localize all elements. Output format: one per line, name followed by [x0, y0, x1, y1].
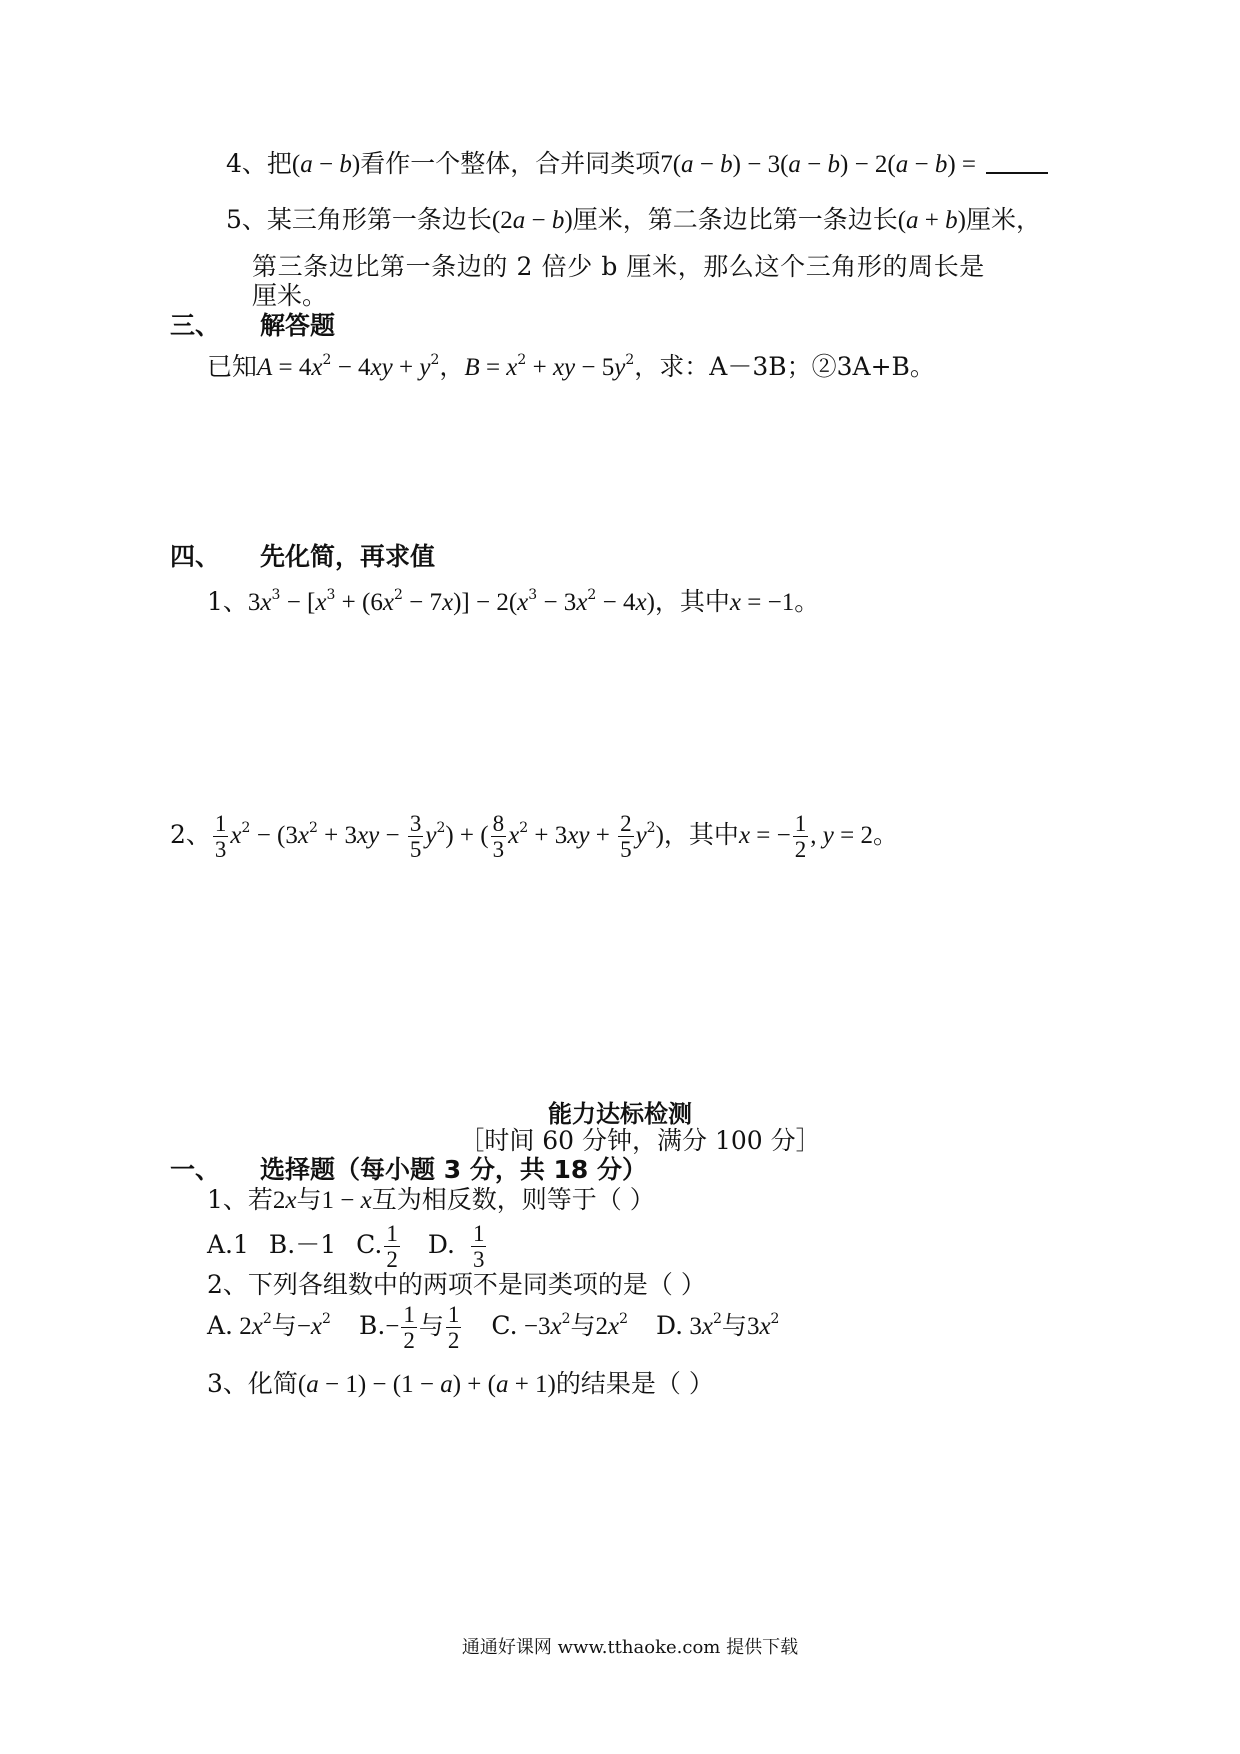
test-subtitle: ［时间 60 分钟，满分 100 分］: [459, 1126, 821, 1155]
fill-in-q4: 4、把(a − b)看作一个整体，合并同类项7(a − b) − 3(a − b) − 2(a − b) =: [226, 147, 1048, 182]
footer-credit: 通通好课网 www.tthaoke.com 提供下载: [461, 1637, 799, 1658]
section4-heading: 四、 先化简，再求值: [170, 542, 436, 571]
test-title: 能力达标检测: [548, 1100, 692, 1128]
test-q2: 2、下列各组数中的两项不是同类项的是（ ）: [207, 1270, 706, 1299]
section3-heading: 三、 解答题: [170, 311, 336, 340]
fill-in-q5-line2: 第三条边比第一条边的 2 倍少 b 厘米，那么这个三角形的周长是: [252, 252, 985, 281]
section3-question: 已知$A = 4x^2 - 4xy + y^2$，$B = x^2$ + xy − $5y^2$，求：A－3B；②3A+B。: [207, 352, 935, 381]
test-section1-heading: 一、 选择题（每小题 3 分，共 18 分）: [170, 1155, 648, 1184]
section4-q1: 1、$3x^3 - [x^3 + (6x^2 - 7x)] - 2(x^3 - 3x^2 - 4x)$，其中x = −1。: [207, 587, 820, 616]
fill-in-q5: 5、某三角形第一条边长(2a − b)厘米，第二条边比第一条边长(a + b)厘米，: [226, 205, 1041, 234]
section4-q2: 2、 $\frac{1}{3}$ $x^2 - (3x^2 + 3xy$ − $\frac{3}{5}$ $y^2$) + ( $\frac{8}{3}$ $x^2 + 3xy$ + $\frac{2}{5}$ $y^2$)，其中x = − $\frac{1}{2}$ , y = 2。: [170, 811, 898, 862]
test-q1-options: A.1 B.－1 C. $\frac{1}{2}$ D. $\frac{1}{3}$: [207, 1221, 485, 1272]
answer-blank: [986, 150, 1048, 174]
fill-in-q5-line3: 厘米。: [252, 281, 328, 310]
test-q3: 3、化简(a − 1) − (1 − a) + (a + 1)的结果是（ ）: [207, 1369, 714, 1398]
test-q2-options: A. $2x^2$与$-x^2$ B.− $\frac{1}{2}$ 与 $\frac{1}{2}$ C. $-3x^2$与$2x^2$ D. $3x^2$与$3x^2$: [207, 1302, 780, 1353]
test-q1: 1、若2x与1 − x互为相反数，则等于（ ）: [207, 1185, 655, 1214]
